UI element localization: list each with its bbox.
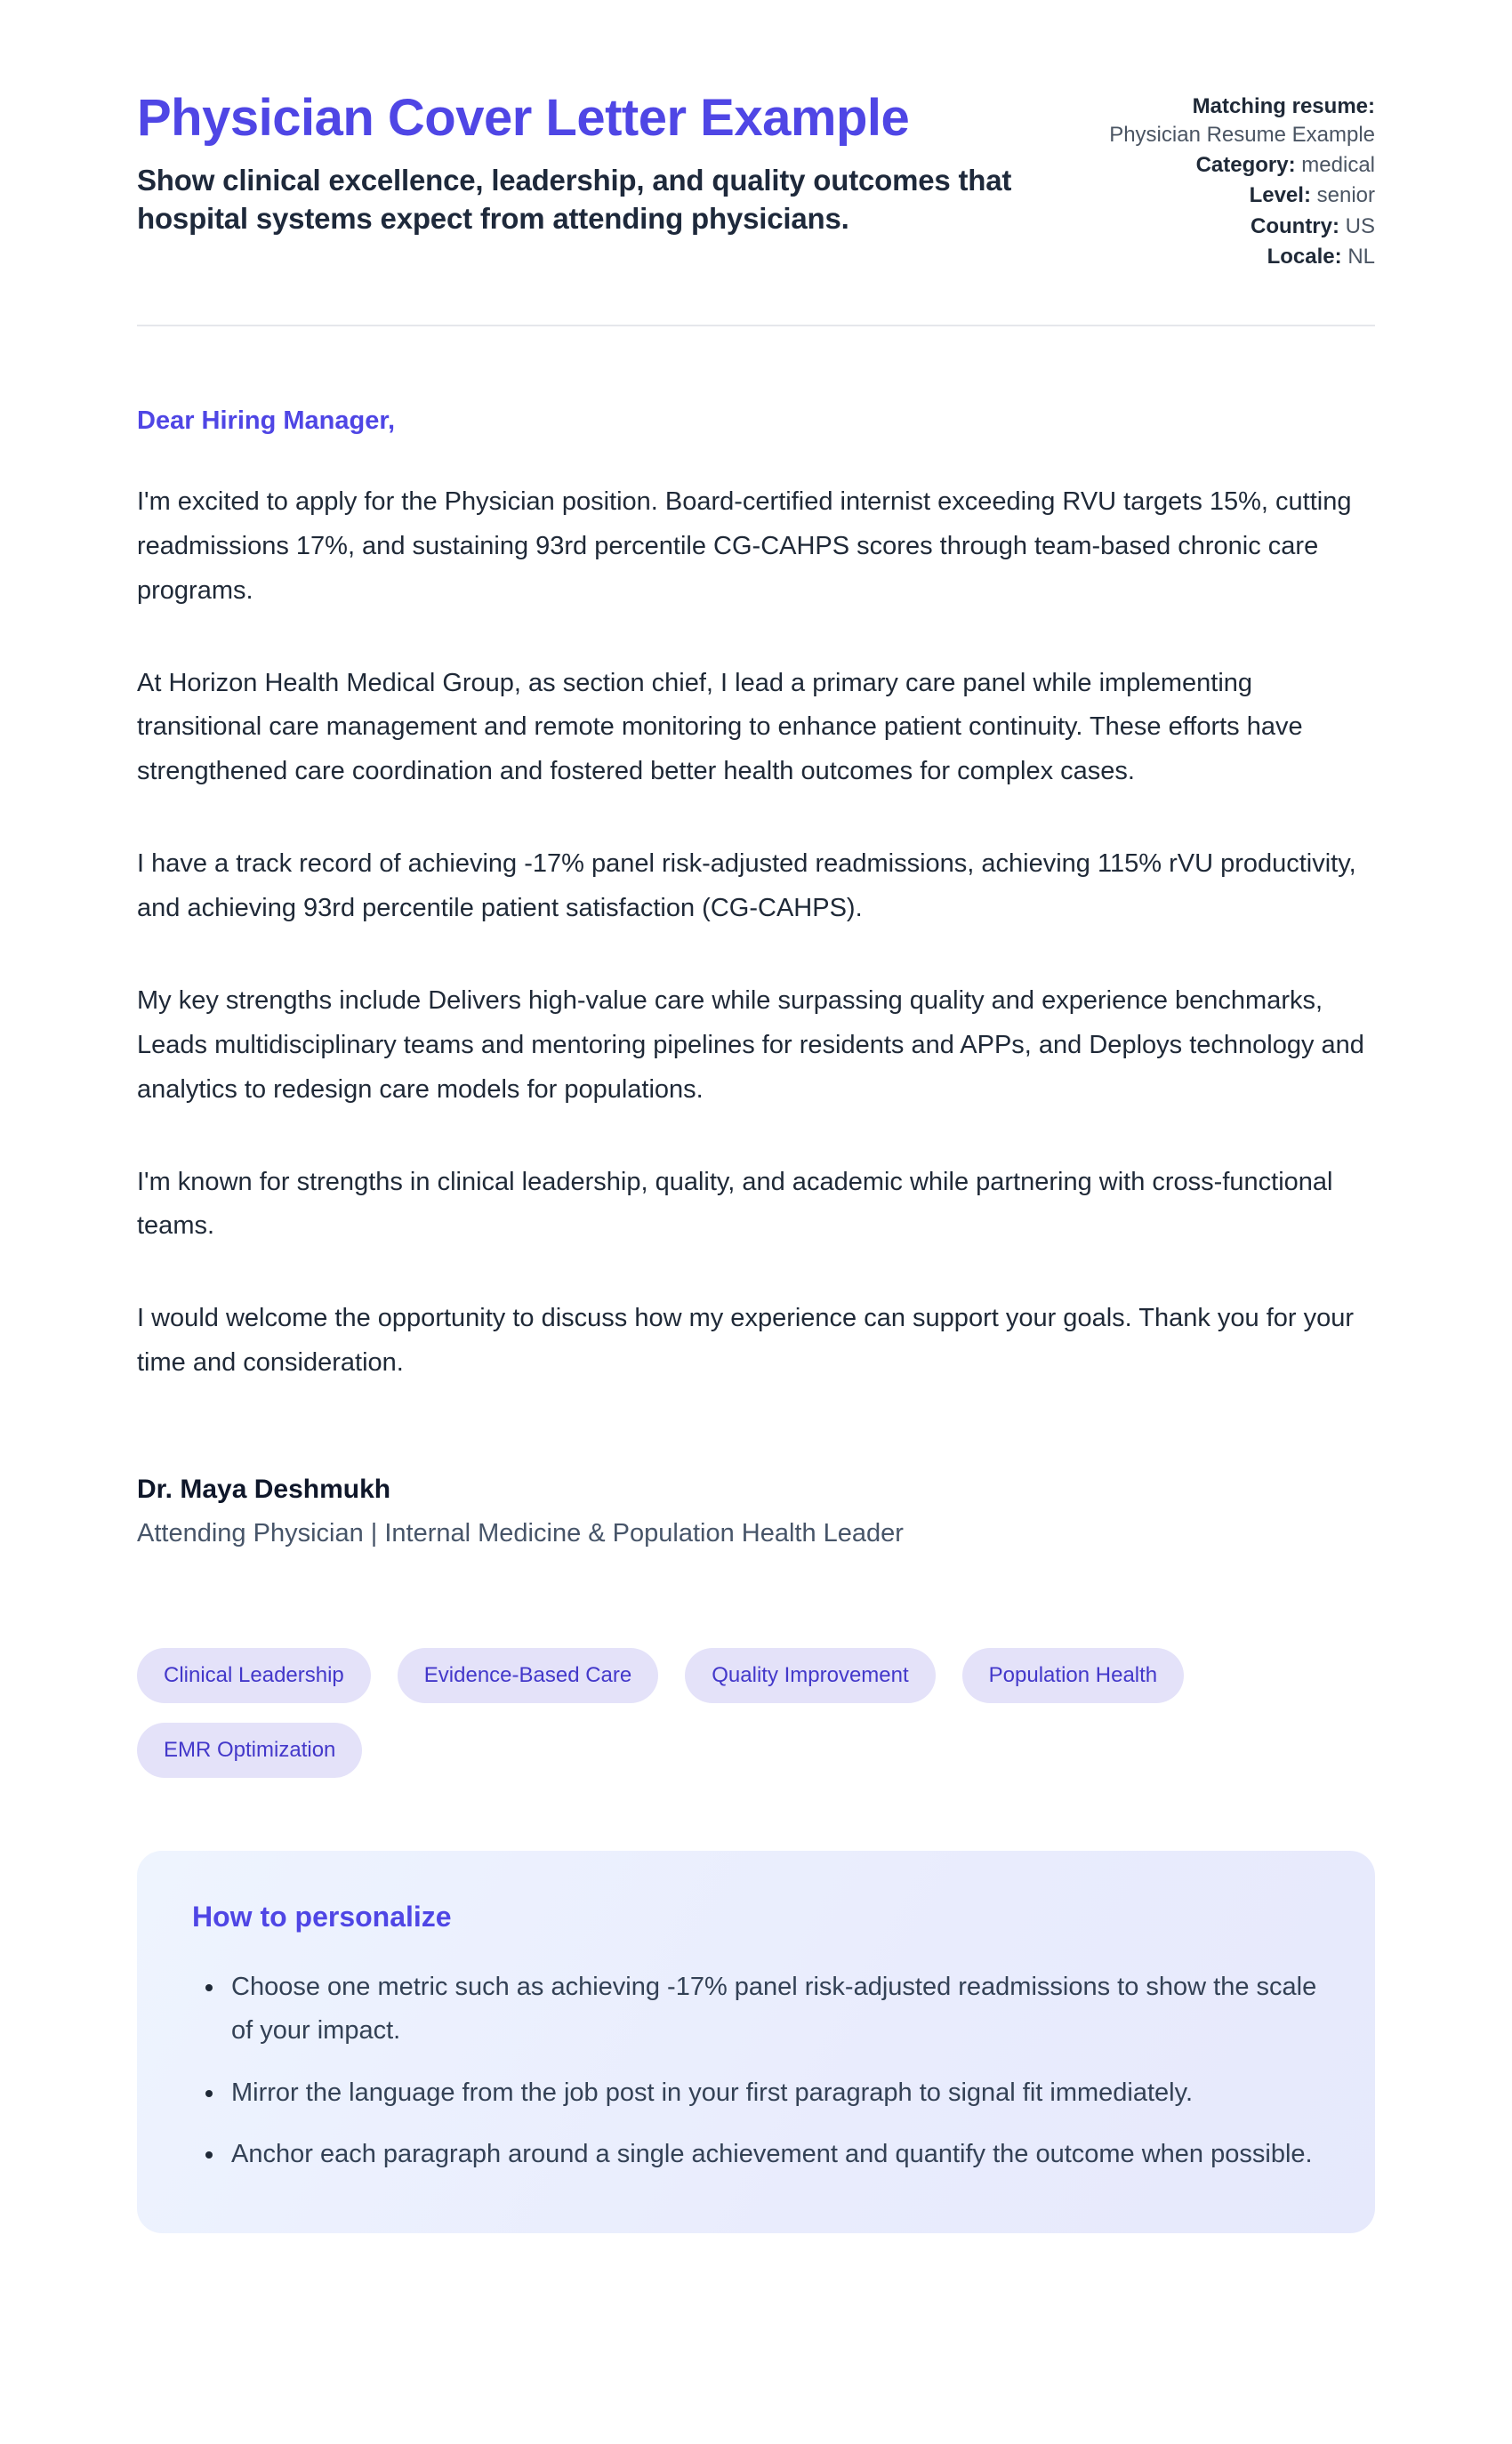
- signature-name: Dr. Maya Deshmukh: [137, 1475, 391, 1505]
- salutation: Dear Hiring Manager,: [137, 406, 396, 435]
- tag-clinical-leadership[interactable]: Clinical Leadership: [137, 1648, 371, 1703]
- letter-paragraph-5: I'm known for strengths in clinical leadership, quality, and academic while partnering with cross-functional teams.: [137, 1167, 1333, 1241]
- letter-paragraph-1: I'm excited to apply for the Physician position. Board-certified internist exceeding RVU targets 15%, cutting readmissions 17%, and sustaining 93rd percentile CG-CAHPS scores through team-based chronic care programs.: [137, 486, 1352, 605]
- tip-item-1-text: Choose one metric such as achieving -17% panel risk-adjusted readmissions to show the scale of your impact.: [231, 1973, 1317, 2046]
- header-divider: [137, 325, 1375, 326]
- meta-country: [1099, 213, 1375, 241]
- matching-resume-label: Matching resume:: [1192, 94, 1375, 118]
- country-value: US: [1345, 213, 1375, 238]
- locale-value: NL: [1347, 244, 1375, 269]
- meta-level: [1099, 181, 1375, 210]
- tag-list: [137, 1648, 1204, 1778]
- country-label: Country:: [1251, 213, 1339, 238]
- letter-paragraph-3: I have a track record of achieving -17% panel risk-adjusted readmissions, achieving 115% rVU productivity, and achieving 93rd percentile patient satisfaction (CG-CAHPS).: [137, 849, 1356, 923]
- tag-evidence-based-care[interactable]: Evidence-Based Care: [398, 1648, 658, 1703]
- tip-item-2-text: Mirror the language from the job post in your first paragraph to signal fit immediately.: [231, 2078, 1194, 2107]
- level-label: Level:: [1249, 183, 1311, 208]
- tips-list: [174, 1966, 1320, 2176]
- letter-paragraph-6: I would welcome the opportunity to discuss how my experience can support your goals. Thank you for your time and consideration.: [137, 1304, 1355, 1378]
- category-value: medical: [1301, 153, 1375, 178]
- personalize-tips-card: [137, 1851, 1375, 2233]
- tips-title: How to personalize: [192, 1901, 452, 1933]
- page-header: [137, 89, 1375, 273]
- page-subtitle: Show clinical excellence, leadership, and quality outcomes that hospital systems expect from attending physicians.: [137, 163, 1012, 236]
- tag-population-health[interactable]: Population Health: [962, 1648, 1184, 1703]
- locale-label: Locale:: [1267, 244, 1342, 269]
- meta-locale: [1099, 243, 1375, 271]
- level-value: senior: [1316, 183, 1375, 208]
- letter-paragraph-4: My key strengths include Delivers high-value care while surpassing quality and experience benchmarks, Leads multidisciplinary teams and mentoring pipelines for residents and APPs, and Deploys technology and analytics to redesign care models for populations.: [137, 985, 1364, 1104]
- cover-letter-body: [137, 406, 1375, 1548]
- meta-category: [1099, 151, 1375, 180]
- page-title: Physician Cover Letter Example: [137, 89, 910, 147]
- tip-item-3-text: Anchor each paragraph around a single achievement and quantify the outcome when possible.: [231, 2139, 1313, 2168]
- tag-quality-improvement[interactable]: Quality Improvement: [685, 1648, 935, 1703]
- meta-panel: [1099, 89, 1375, 273]
- tip-item-2: [226, 2071, 1320, 2115]
- signature-title: Attending Physician | Internal Medicine & Population Health Leader: [137, 1519, 904, 1548]
- meta-matching-resume: [1099, 92, 1375, 149]
- tip-item-1: [226, 1966, 1320, 2054]
- letter-paragraph-2: At Horizon Health Medical Group, as section chief, I lead a primary care panel while implementing transitional care management and remote monitoring to enhance patient continuity. These efforts have strengthened care coordination and fostered better health outcomes for complex cases.: [137, 668, 1303, 786]
- category-label: Category:: [1195, 153, 1296, 178]
- tag-emr-optimization[interactable]: EMR Optimization: [137, 1723, 362, 1778]
- tip-item-3: [226, 2133, 1320, 2176]
- header-title-block: [137, 89, 1026, 238]
- matching-resume-value: Physician Resume Example: [1109, 123, 1375, 148]
